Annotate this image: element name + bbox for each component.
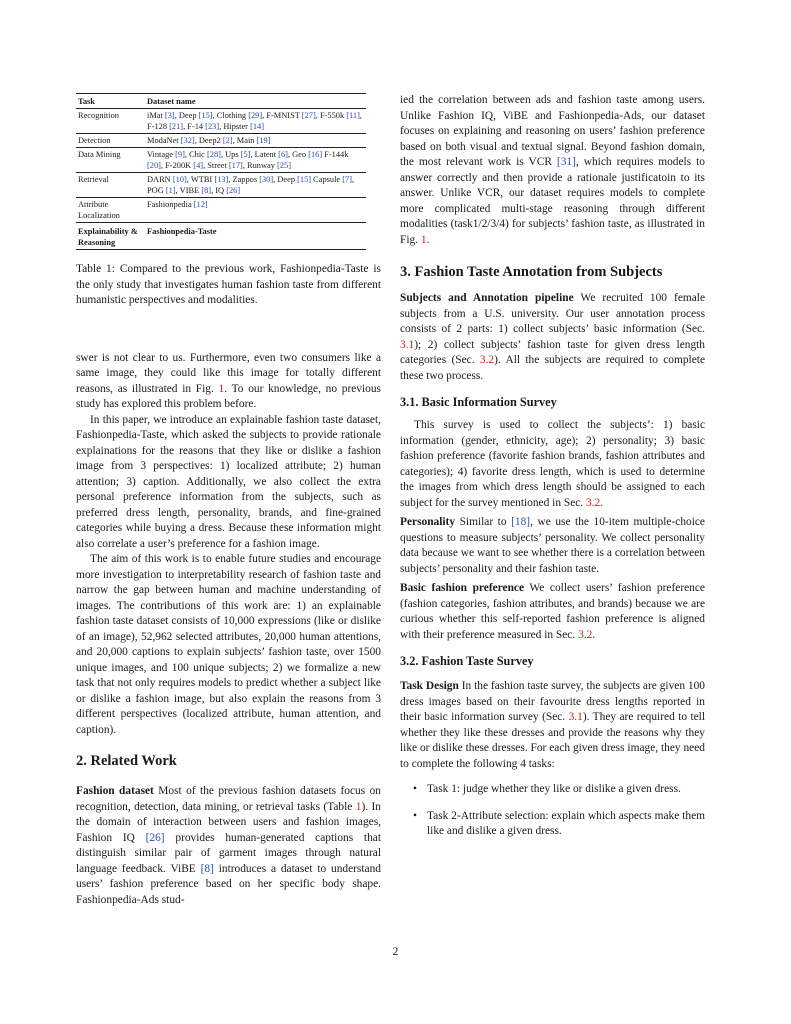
fashion-dataset-paragraph [76,784,381,908]
citation-link[interactable]: [23] [205,122,220,131]
personality-title: Personality [400,516,456,528]
table-cell-dataset: DARN [10], WTBI [13], Zappos [30], Deep [15] Capsule [7], POG [1], VIBE [8], IQ [26] [145,173,366,198]
task-item-2-text: Task 2-Attribute selection: explain which aspects make them like and dislike a given dress. [427,809,705,837]
citation-link[interactable]: [25] [277,161,291,170]
task-item-1-text: Task 1: judge whether they like or dislike a given dress. [427,783,681,795]
citation-link[interactable]: [12] [193,200,208,209]
table-cell-dataset: iMat [3], Deep [15], Clothing [29], F-MNIST [27], F-550k [11], F-128 [21], F-14 [23], Hipster [14] [145,109,366,134]
table-cell-task: Explainability & Reasoning [76,223,145,250]
paragraph-intro-continued: swer is not clear to us. Furthermore, even two consumers like a same image, they could like this image for totally different reasons, as illustrated in Fig. 1. To our knowledge, no previous study has explored this problem before. [76,351,381,410]
task-design-title: Task Design [400,680,459,692]
citation-link[interactable]: [8] [200,862,214,875]
citation-link[interactable]: [26] [226,186,241,195]
cross-reference-link[interactable]: 3.2 [479,354,495,366]
fashion-dataset-title: Fashion dataset [76,785,154,797]
basic-survey-paragraph: This survey is used to collect the subjects’: 1) basic information (gender, ethnicity, age); 2) personality; 3) basic fashion preference (favorite fashion brands, fashion attributes and categories); 4) favorite dress length, which is used to determine the images from which dress length should be assigned to each subject for the survey mentioned in Sec. 3.2. [400,419,705,509]
table-cell-task: Attribute Localization [76,198,145,223]
citation-link[interactable]: [9] [175,150,185,159]
table-cell-dataset: Fashionpedia [12] [145,198,366,223]
citation-link[interactable]: [14] [250,122,265,131]
table-cell-task: Retrieval [76,173,145,198]
citation-link[interactable]: [30] [259,175,274,184]
related-work-heading: 2. Related Work [76,753,177,769]
cross-reference-link[interactable]: 1 [355,800,362,813]
citation-link[interactable]: [15] [198,111,213,120]
table-row [76,148,366,173]
citation-link[interactable]: [21] [169,122,184,131]
table-row [76,173,366,198]
citation-link[interactable]: [26] [145,831,165,844]
task-list [400,782,705,840]
citation-link[interactable]: [5] [240,150,251,159]
citation-link[interactable]: [15] [297,175,312,184]
table-row [76,134,366,148]
table-cell-task: Detection [76,134,145,148]
dataset-table [76,93,366,250]
citation-link[interactable]: [6] [278,150,288,159]
citation-link[interactable]: [18] [511,516,531,528]
basic-pref-body: We collect users’ fashion preference (fashion categories, fashion attributes, and brands) because we are curious whether this self-reported fashion preference is aligned with their preference measured in Sec. 3.2. [400,582,705,641]
citation-link[interactable]: [20] [147,161,161,170]
subsection-3-1-heading: 3.1. Basic Information Survey [400,395,557,409]
citation-link[interactable]: [19] [256,136,271,145]
table-header-row [76,94,366,109]
table-cell-dataset: Fashionpedia-Taste [145,223,366,250]
citation-link[interactable]: [11] [346,111,360,120]
basic-pref-paragraph [400,581,705,643]
citation-link[interactable]: [31] [556,156,576,168]
table-cell-task: Data Mining [76,148,145,173]
personality-paragraph [400,515,705,577]
table-row-explainability [76,223,366,250]
subsection-3-2-heading: 3.2. Fashion Taste Survey [400,654,534,668]
citation-link[interactable]: [17] [228,161,243,170]
citation-link[interactable]: [29] [248,111,263,120]
subjects-pipeline-title: Subjects and Annotation pipeline [400,292,574,304]
paragraph-contributions: The aim of this work is to enable future studies and encourage more investigation to interpretability research of fashion taste and narrow the gap between human and machine understanding of images. The contributions of this work are: 1) an explainable fashion taste dataset consists of 10,000 expressions (like or dislike of an image), 52,962 selected attributes, 20,000 human attentions, and 20,000 captions to explain subjects’ fashion taste, over 1500 unique images, and 100 unique subjects; 2) we formalize a new task that not only requires models to predict whether a subject like or dislike a fashion image, but also explain the reasons from 3 different perspectives (localized attribute, human attention, and caption). [76,553,381,736]
citation-link[interactable]: [27] [301,111,316,120]
table-header-dataset: Dataset name [145,94,366,109]
right-column [400,93,705,840]
citation-link[interactable]: [3] [164,111,175,120]
cross-reference-link[interactable]: 3.1 [568,711,583,723]
cross-reference-link[interactable]: 3.2 [586,496,601,509]
citation-link[interactable]: [8] [201,186,212,195]
cross-reference-link[interactable]: 3.2 [578,628,593,641]
bullet-icon: • [413,783,417,795]
subjects-pipeline-paragraph [400,291,705,384]
subjects-pipeline-body: We recruited 100 female subjects from a U.S. university. Our user annotation process consists of 2 parts: 1) collect subjects’ basic information (Sec. 3.1); 2) collect subjects’ fashion taste for given dress length categories (Sec. 3.2). All the subjects are required to complete these two process. [400,292,706,382]
task-item-2 [400,809,705,840]
citation-link[interactable]: [1] [165,186,176,195]
table-caption: Table 1: Compared to the previous work, Fashionpedia-Taste is the only study that investigates human fashion taste from different humanistic perspectives and modalities. [76,263,381,306]
page-number: 2 [392,946,399,958]
table-cell-task: Recognition [76,109,145,134]
task-design-body: In the fashion taste survey, the subjects are given 100 dress images based on their favourite dress lengths reported in their basic information survey (Sec. 3.1). They are required to tell whether they like these dresses and provide the reasons why they like or dislike these dresses. For each given dress image, they need to complete the following 4 tasks: [400,680,705,770]
citation-link[interactable]: [4] [193,161,204,170]
cross-reference-link[interactable]: 3.1 [400,338,415,351]
related-work-continued: ied the correlation between ads and fashion taste among users. Unlike Fashion IQ, ViBE and Fashionpedia-Ads, our dataset focuses on explaining and reasoning on users’ fashion preference based on both visual and textual signal. Beyond fashion domain, the most relevant work is VCR [31], which requires models to answer correctly and then provide a rationale justificatoin to its answer. Unlike VCR, our dataset requires models to complete more complicated multi-stage reasoning through different modalities (task1/2/3/4) for subjects’ fashion taste, as illustrated in Fig. 1. [400,94,705,246]
citation-link[interactable]: [7] [342,175,352,184]
left-column [76,93,381,908]
task-design-paragraph [400,679,705,772]
fashion-dataset-body: Most of the previous fashion datasets focus on recognition, detection, data mining, or retrieval tasks (Table 1). In the domain of interaction between users and fashion images, Fashion IQ [26] provides human-generated captions that distinguish similar pair of garment images through natural language feedback. ViBE [8] introduces a dataset to understand users’ fashion preference based on her specific body shape. Fashionpedia-Ads stud- [76,785,381,906]
cross-reference-link[interactable]: 1 [218,382,225,395]
cross-reference-link[interactable]: 1 [420,233,427,246]
personality-body: Similar to [18], we use the 10-item multiple-choice questions to measure subjects’ personality. We collect personality data because we want to see whether there is a correlation between subjects’ personality and their fashion taste. [400,516,705,575]
citation-link[interactable]: [16] [308,150,323,159]
citation-link[interactable]: [13] [214,175,229,184]
table-row [76,109,366,134]
citation-link[interactable]: [32] [180,136,195,145]
citation-link[interactable]: [2] [222,136,233,145]
citation-link[interactable]: [10] [172,175,187,184]
table-header-task: Task [76,94,145,109]
table-cell-dataset: Vintage [9], Chic [28], Ups [5], Latent [6], Geo [16] F-144k [20], F-200K [4], Street [17], Runway [25] [145,148,366,173]
table-cell-dataset: ModaNet [32], Deep2 [2], Main [19] [145,134,366,148]
citation-link[interactable]: [28] [206,150,221,159]
task-item-1 [400,782,705,798]
table-row [76,198,366,223]
basic-pref-title: Basic fashion preference [400,582,525,594]
section3-heading: 3. Fashion Taste Annotation from Subjects [400,264,663,280]
paragraph-dataset-intro: In this paper, we introduce an explainable fashion taste dataset, Fashionpedia-Taste, which asked the subjects to provide rationale explainations for the reasons that they like or dislike a fashion image from 3 perspectives: 1) localized attribute; 2) human attention; 3) caption. Additionally, we also collect the extra personal preference information from the subjects, such as preferred dress length, personality, brands, and fine-grained categories while buying a dress. Because these information might also correlate a user’s preference for a fashion image. [76,413,381,550]
table-body [76,109,366,250]
bullet-icon: • [413,809,417,822]
